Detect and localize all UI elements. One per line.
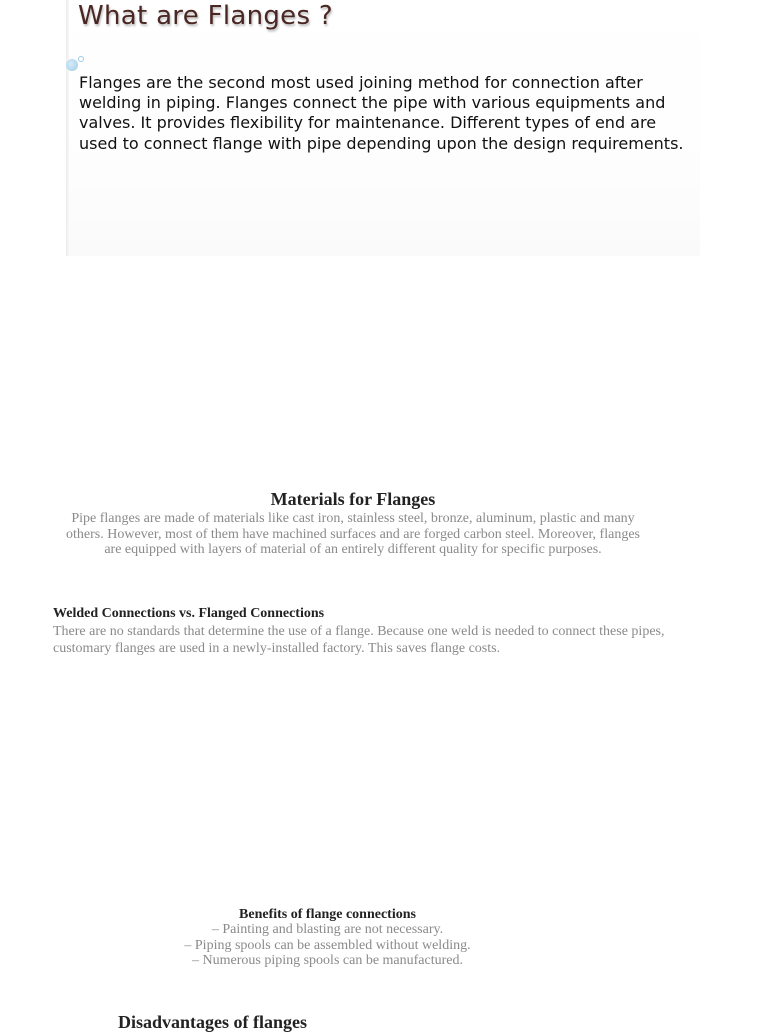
benefits-heading: Benefits of flange connections (239, 907, 416, 922)
bullet-small-icon (78, 56, 84, 62)
slide-image (66, 0, 700, 256)
list-item: – Piping spools can be assembled without welding. (184, 937, 471, 953)
slide-body-text: Flanges are the second most used joining method for connection after welding in piping. Flanges connect the pipe with various equipments and valves. It provides flexibility for maintenance. Different types of end are used to connect flange with pipe depending upon the design requirements. (79, 73, 684, 153)
slide-border (66, 0, 69, 256)
slide-title: What are Flanges ? (78, 1, 333, 31)
welded-vs-flanged-heading: Welded Connections vs. Flanged Connections (53, 606, 325, 621)
welded-vs-flanged-paragraph: There are no standards that determine the use of a flange. Because one weld is needed to connect these pipes, customary flanges are used in a newly-installed factory. This saves flange costs. (53, 624, 665, 656)
list-item: – Numerous piping spools can be manufactured. (192, 953, 463, 969)
bullet-icon (66, 59, 78, 71)
benefits-list (0, 922, 655, 969)
list-item: – Painting and blasting are not necessary. (211, 922, 444, 937)
materials-paragraph: Pipe flanges are made of materials like cast iron, stainless steel, bronze, aluminum, plastic and many others. However, most of them have machined surfaces and are forged carbon steel. Moreover, flanges are equipped with layers of material of an entirely different quality for specific purposes. (66, 511, 640, 558)
materials-heading: Materials for Flanges (270, 489, 436, 509)
disadvantages-heading: Disadvantages of flanges (118, 1012, 308, 1032)
